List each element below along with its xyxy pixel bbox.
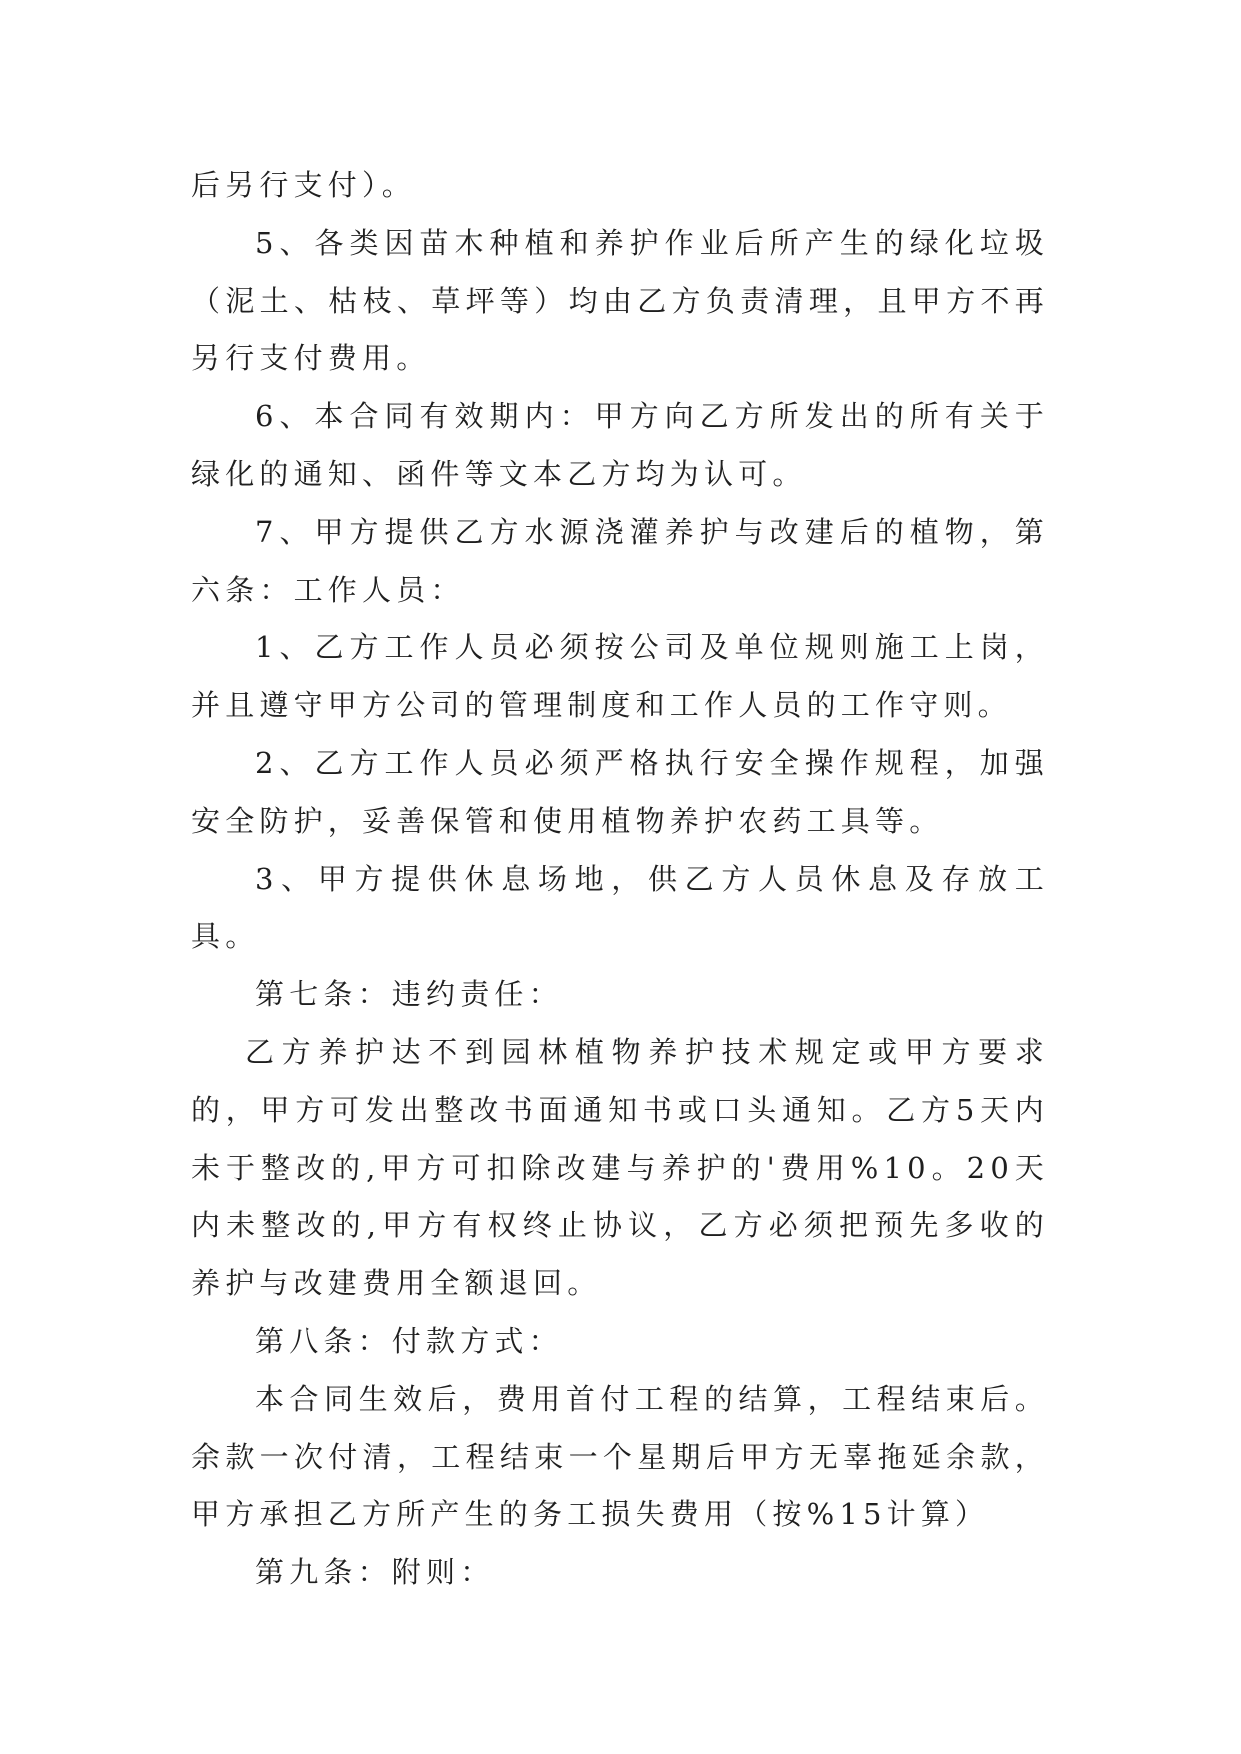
paragraph-staff-2: 2、乙方工作人员必须严格执行安全操作规程，加强安全防护，妥善保管和使用植物养护农药工具等。 bbox=[191, 745, 1049, 838]
paragraph-payment-terms: 本合同生效后，费用首付工程的结算，工程结束后。余款一次付清，工程结束一个星期后甲方无辜拖延余款，甲方承担乙方所产生的务工损失费用（按%15计算） bbox=[191, 1381, 1049, 1532]
paragraph-staff-3: 3、甲方提供休息场地，供乙方人员休息及存放工具。 bbox=[191, 861, 1049, 954]
section-heading-article-7: 第七条：违约责任： bbox=[255, 977, 563, 1012]
paragraph-breach-liability: 乙方养护达不到园林植物养护技术规定或甲方要求的，甲方可发出整改书面通知书或口头通知。乙方5天内未于整改的,甲方可扣除改建与养护的'费用%10。20天内未整改的,甲方有权终止协议，乙方必须把预先多收的养护与改建费用全额退回。 bbox=[191, 1034, 1049, 1301]
paragraph-staff-1: 1、乙方工作人员必须按公司及单位规则施工上岗，并且遵守甲方公司的管理制度和工作人员的工作守则。 bbox=[191, 630, 1049, 723]
paragraph-continuation: 后另行支付）。 bbox=[191, 168, 416, 202]
paragraph-item-7: 7、甲方提供乙方水源浇灌养护与改建后的植物，第六条：工作人员： bbox=[191, 514, 1049, 607]
section-heading-article-9: 第九条：附则： bbox=[255, 1555, 495, 1590]
section-heading-article-8: 第八条：付款方式： bbox=[255, 1323, 563, 1358]
paragraph-item-6: 6、本合同有效期内：甲方向乙方所发出的所有关于绿化的通知、函件等文本乙方均为认可。 bbox=[191, 399, 1049, 491]
paragraph-item-5: 5、各类因苗木种植和养护作业后所产生的绿化垃圾（泥土、枯枝、草坪等）均由乙方负责清理，且甲方不再另行支付费用。 bbox=[191, 225, 1049, 376]
document-body bbox=[191, 157, 1049, 1602]
